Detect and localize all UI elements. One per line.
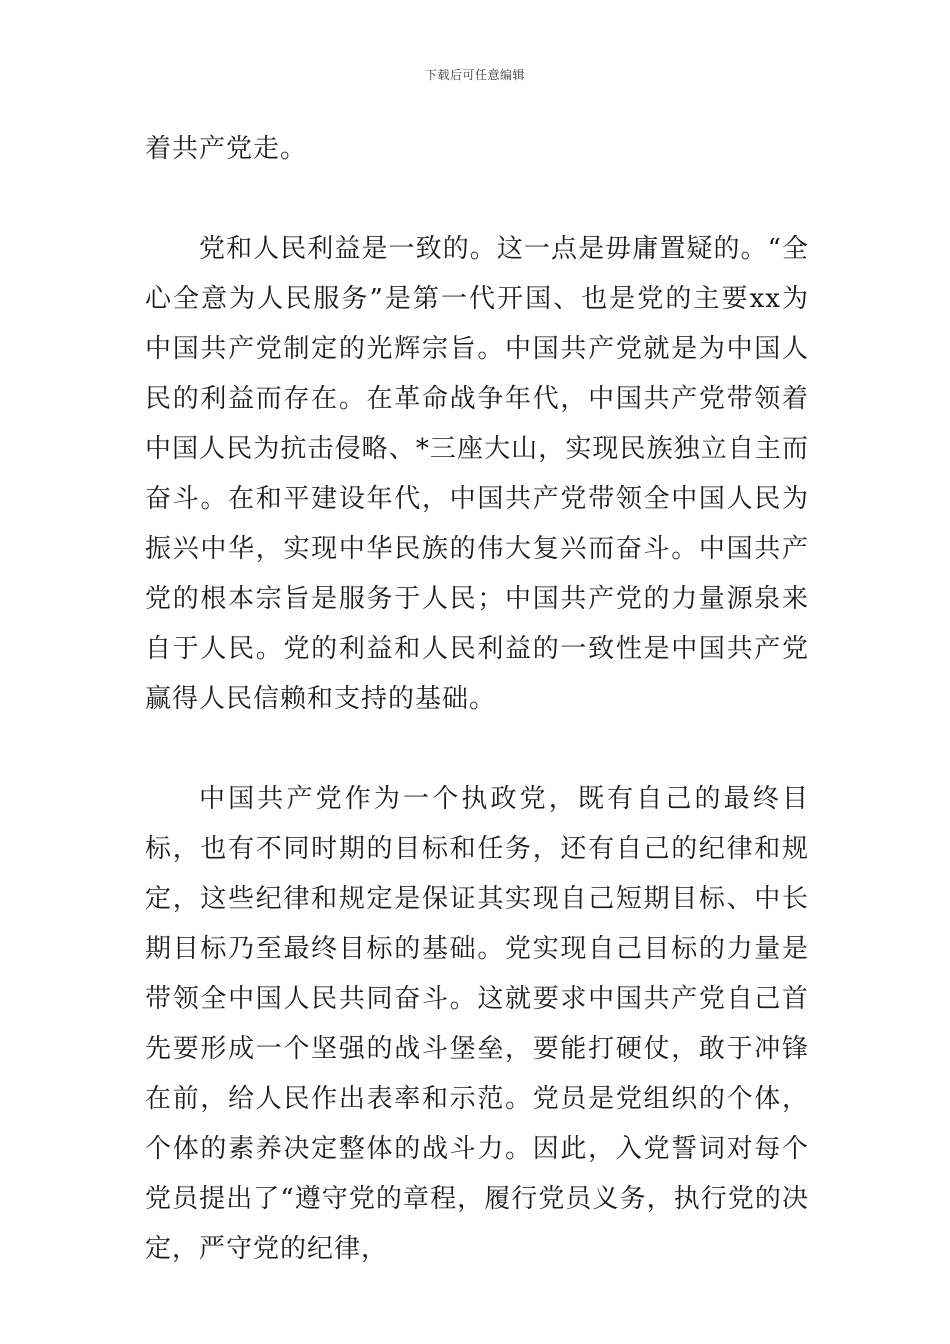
document-body (145, 124, 809, 1274)
page-header: 下载后可任意编辑 (424, 68, 525, 82)
paragraph-party-and-people: 党和人民利益是一致的。这一点是毋庸置疑的。“全心全意为人民服务”是第一代开国、也是党的主要xx为中国共产党制定的光辉宗旨。中国共产党就是为中国人民的利益而存在。在革命战争年代，中国共产党带领着中国人民为抗击侵略、*三座大山，实现民族独立自主而奋斗。在和平建设年代，中国共产党带领全中国人民为振兴中华，实现中华民族的伟大复兴而奋斗。中国共产党的根本宗旨是服务于人民；中国共产党的力量源泉来自于人民。党的利益和人民利益的一致性是中国共产党赢得人民信赖和支持的基础。 (145, 234, 809, 714)
paragraph-continuation: 着共产党走。 (145, 134, 308, 164)
paragraph-spacer (145, 724, 809, 774)
paragraph-spacer (145, 174, 809, 224)
paragraph-ruling-party: 中国共产党作为一个执政党，既有自己的最终目标，也有不同时期的目标和任务，还有自己的纪律和规定，这些纪律和规定是保证其实现自己短期目标、中长期目标乃至最终目标的基础。党实现自己目标的力量是带领全中国人民共同奋斗。这就要求中国共产党自己首先要形成一个坚强的战斗堡垒，要能打硬仗，敢于冲锋在前，给人民作出表率和示范。党员是党组织的个体，个体的素养决定整体的战斗力。因此，入党誓词对每个党员提出了“遵守党的章程，履行党员义务，执行党的决定，严守党的纪律， (145, 784, 809, 1264)
